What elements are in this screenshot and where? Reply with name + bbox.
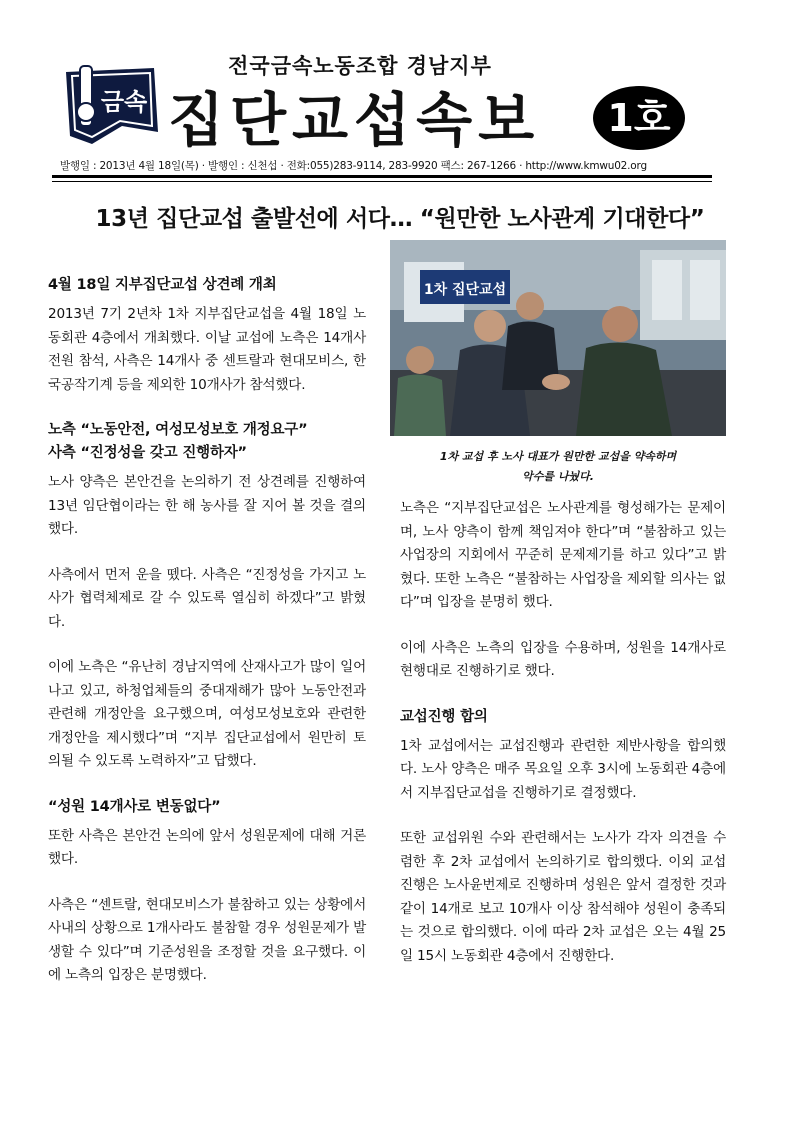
header-rule (52, 175, 712, 178)
section-heading: 4월 18일 지부집단교섭 상견례 개최 (48, 277, 277, 293)
union-logo-icon (62, 62, 160, 150)
union-name: 전국금속노동조합 경남지부 (228, 54, 492, 78)
paragraph: 또한 사측은 본안건 논의에 앞서 성원문제에 대해 거론했다. (48, 827, 366, 867)
paragraph: 2013년 7기 2년차 1차 지부집단교섭을 4월 18일 노동회관 4층에서 개최했다. 이날 교섭에 노측은 14개사 전원 참석, 사측은 14개사 중 센트랄과 현대모비스, 한국공작기계 등을 제외한 10개사가 참석했다. (48, 306, 366, 393)
paragraph: 이에 사측은 노측의 입장을 수용하며, 성원을 14개사로 현행대로 진행하기로 했다. (400, 639, 726, 679)
paragraph: 1차 교섭에서는 교섭진행과 관련한 제반사항을 합의했다. 노사 양측은 매주 목요일 오후 3시에 노동회관 4층에서 지부집단교섭을 진행하기로 결정했다. (400, 737, 726, 801)
publication-info: 발행일 : 2013년 4월 18일(목) · 발행인 : 신천섭 · 전화:055)283-9114, 283-9920 팩스: 267-1266 · http://www.kmwu02.org (60, 160, 647, 172)
meeting-photo (390, 240, 726, 436)
masthead (0, 0, 794, 185)
headline: 13년 집단교섭 출발선에 서다… “원만한 노사관계 기대한다” (95, 206, 705, 232)
left-column (48, 274, 366, 1010)
paragraph: 노측은 “지부집단교섭은 노사관계를 형성해가는 문제이며, 노사 양측이 함께 책임져야 한다”며 “불참하고 있는 사업장의 지회에서 꾸준히 문제제기를 하고 있다”고 밝혔다. 또한 노측은 “불참하는 사업장을 제외할 의사는 없다”며 입장을 분명히 했다. (400, 500, 726, 610)
paragraph: 또한 교섭위원 수와 관련해서는 노사가 각자 의견을 수렴한 후 2차 교섭에서 논의하기로 합의했다. 이외 교섭 진행은 노사윤번제로 진행하며 성원은 앞서 결정한 것과 같이 14개로 보고 10개사 이상 참석해야 성원이 충족되는 것으로 합의했다. 이에 따라 2차 교섭은 오는 4월 25일 15시 노동회관 4층에서 진행한다. (400, 830, 726, 964)
issue-badge: 1호 (593, 86, 685, 150)
photo-caption-line: 악수를 나눴다. (522, 470, 594, 483)
section-heading: 노측 “노동안전, 여성모성보호 개정요구” (48, 422, 308, 438)
photo-caption-line: 1차 교섭 후 노사 대표가 원만한 교섭을 약속하며 (439, 450, 677, 463)
photo-illustration (390, 240, 726, 436)
paragraph: 이에 노측은 “유난히 경남지역에 산재사고가 많이 일어나고 있고, 하청업체들의 중대재해가 많아 노동안전과 관련해 개정안을 요구했으며, 여성모성보호와 관련한 개정안을 제시했다”며 “지부 집단교섭에서 원만히 토의될 수 있도록 노력하자”고 답했다. (48, 659, 366, 769)
newsletter-title: 집단교섭속보 (168, 86, 541, 154)
logo-text: 금속 (100, 88, 148, 116)
section-heading: 교섭진행 합의 (400, 708, 488, 725)
paragraph: 노사 양측은 본안건을 논의하기 전 상견례를 진행하여 13년 임단협이라는 한 해 농사를 잘 지어 볼 것을 결의했다. (48, 474, 366, 537)
paragraph: 사측은 “센트랄, 현대모비스가 불참하고 있는 상황에서 사내의 상황으로 1개사라도 불참할 경우 성원문제가 발생할 수 있다”며 기준성원을 조정할 것을 요구했다. 이에 노측의 입장은 분명했다. (48, 896, 366, 983)
header-rule-thin (52, 181, 712, 182)
photo-caption (390, 447, 726, 487)
section-heading: 사측 “진정성을 갖고 진행하자” (48, 445, 247, 461)
right-column (400, 497, 726, 990)
photo-sign-text: 1차 집단교섭 (423, 282, 507, 298)
paragraph: 사측에서 먼저 운을 뗐다. 사측은 “진정성을 가지고 노사가 협력체제로 갈 수 있도록 열심히 하겠다”고 밝혔다. (48, 566, 366, 630)
section-heading: “성원 14개사로 변동없다” (48, 798, 221, 815)
